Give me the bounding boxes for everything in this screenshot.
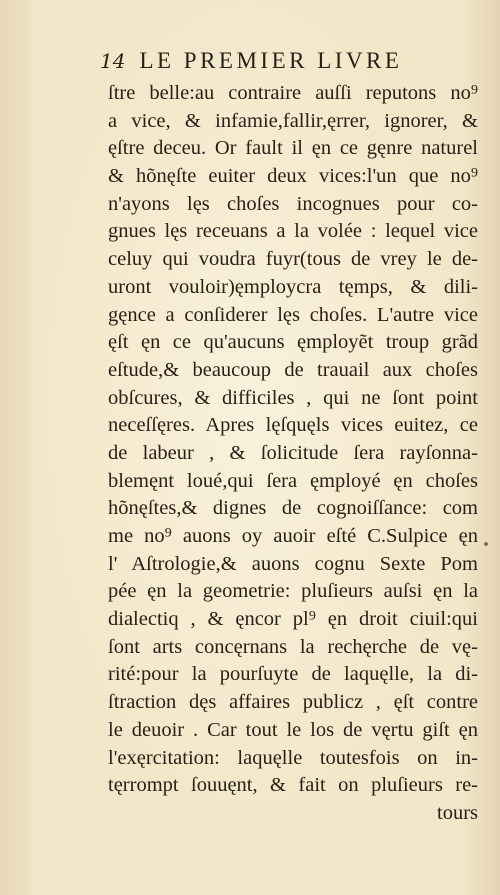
body-text — [108, 80, 478, 828]
text-line: hõnęſtes,& dignes de cognoiſſance: com — [108, 497, 478, 520]
text-line: de labeur , & ſolicitude ſera rayſonna- — [108, 441, 478, 464]
page-header — [100, 48, 480, 78]
text-line: le deuoir . Car tout le los de vęrtu giſt ęn — [108, 718, 478, 741]
text-line: a vice, & infamie,fallir,ęrrer, ignorer, & — [108, 109, 478, 132]
text-line: n'ayons lęs choſes incognues pour co- — [108, 192, 478, 215]
text-line: obſcures, & difficiles , qui ne ſont point — [108, 386, 478, 409]
text-line: pée ęn la geometrie: pluſieurs auſsi ęn la — [108, 580, 478, 603]
text-line: blemęnt loué,qui ſera ęmployé ęn choſes — [108, 469, 478, 492]
text-line: rité:pour la pourſuyte de laquęlle, la di- — [108, 663, 478, 686]
text-line: celuy qui voudra fuyr(tous de vrey le de- — [108, 248, 478, 271]
running-title: LE PREMIER LIVRE — [139, 48, 403, 73]
text-line: me no⁹ auons oy auoir eſté C.Sulpice ęn — [108, 525, 478, 547]
text-line: gnues lęs receuans a la volée : lequel vice — [108, 220, 478, 243]
text-line: l' Aſtrologie,& auons cognu Sexte Pom — [108, 552, 478, 575]
text-line: ęſtre deceu. Or fault il ęn ce gęnre naturel — [108, 137, 478, 160]
text-line: dialectiq , & ęncor pl⁹ ęn droit ciuil:qui — [108, 608, 478, 631]
text-line: ſont arts concęrnans la rechęrche de vę- — [108, 635, 478, 658]
page-number: 14 — [100, 49, 126, 73]
text-line: tęrrompt ſouuęnt, & fait on pluſieurs re- — [108, 774, 478, 797]
text-line: & hõnęſte euiter deux vices:l'un que no⁹ — [108, 165, 478, 188]
text-line: uront vouloir)ęmploycra tęmps, & dili- — [108, 275, 478, 298]
text-line: ſtraction dęs affaires publicz , ęſt contre — [108, 691, 478, 714]
text-line: ęſt ęn ce qu'aucuns ęmployẽt troup grãd — [108, 331, 478, 354]
text-line: eſtude,& beaucoup de trauail aux choſes — [108, 358, 478, 381]
text-line: l'exęrcitation: laquęlle toutesfois on in- — [108, 746, 478, 769]
text-line: gęnce a conſiderer lęs choſes. L'autre vice — [108, 303, 478, 326]
catchword: tours — [437, 801, 478, 824]
text-line: neceſſęres. Apres lęſquęls vices euitez, ce — [108, 414, 478, 437]
text-line: ſtre belle:au contraire auſſi reputons no⁹ — [108, 82, 478, 104]
ink-spot — [484, 542, 488, 546]
